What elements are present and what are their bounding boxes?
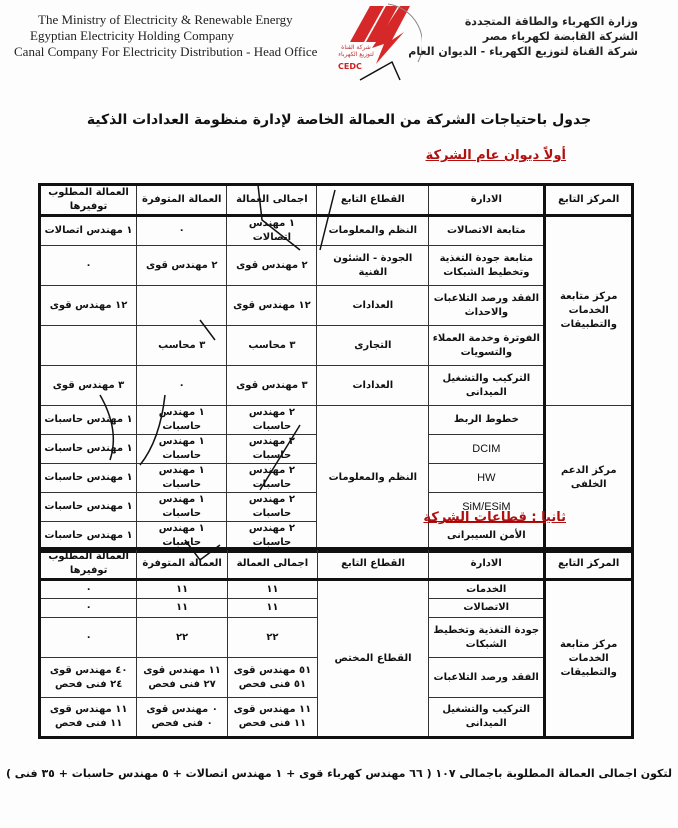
total-cell: ١٢ مهندس قوى <box>227 286 317 326</box>
dept-cell: HW <box>429 464 545 493</box>
col-header-total: اجمالى العمالة <box>227 185 317 216</box>
available-cell: ٠ <box>137 216 227 246</box>
total-cell: ١١ <box>227 580 317 599</box>
available-cell: ١١ <box>137 580 228 599</box>
col-header-sector: القطاع التابع <box>317 185 429 216</box>
available-cell: ٠ مهندس قوى ٠ فنى فحص <box>137 698 228 738</box>
available-cell: ٠ <box>137 366 227 406</box>
dept-cell: التركيب والتشغيل الميدانى <box>429 366 545 406</box>
col-header-dept: الادارة <box>429 549 545 580</box>
required-cell: ١ مهندس حاسبات <box>40 464 137 493</box>
required-cell: ٠ <box>40 599 137 618</box>
total-cell: ١ مهندس اتصالات <box>227 216 317 246</box>
dept-cell: خطوط الربط <box>429 406 545 435</box>
required-cell: ٤٠ مهندس قوى ٢٤ فنى فحص <box>40 658 137 698</box>
required-cell: ١ مهندس حاسبات <box>40 522 137 552</box>
col-header-available: العمالة المتوفرة <box>137 549 228 580</box>
total-cell: ٢ مهندس حاسبات <box>227 522 317 552</box>
sector-cell: التجارى <box>317 326 429 366</box>
col-header-dept: الادارة <box>429 185 545 216</box>
required-cell: ٣ مهندس قوى <box>40 366 137 406</box>
dept-cell: جودة التغذية وتخطيط الشبكات <box>429 618 545 658</box>
total-cell: ٢ مهندس حاسبات <box>227 406 317 435</box>
logo-scribble <box>360 62 400 80</box>
available-cell: ١١ مهندس قوى ٢٧ فنى فحص <box>137 658 228 698</box>
sector-cell: الجودة - الشئون الفنية <box>317 246 429 286</box>
required-cell: ٠ <box>40 618 137 658</box>
total-cell: ٣ محاسب <box>227 326 317 366</box>
available-cell <box>137 286 227 326</box>
available-cell: ١ مهندس حاسبات <box>137 406 227 435</box>
required-cell: ١١ مهندس قوى ١١ فنى فحص <box>40 698 137 738</box>
col-header-sector: القطاع التابع <box>318 549 429 580</box>
totals-summary: لتكون اجمالى العمالة المطلوبة باجمالى ١٠٧ ( ٦٦ مهندس كهرباء قوى + ١ مهندس اتصالات + ٥ مهندس حاسبات + ٣٥ فنى ) <box>5 767 673 780</box>
sector-cell: القطاع المختص <box>318 580 429 738</box>
dept-cell: الفقد ورصد التلاعبات <box>429 658 545 698</box>
available-cell: ١ مهندس حاسبات <box>137 464 227 493</box>
total-cell: ١١ مهندس قوى ١١ فنى فحص <box>227 698 317 738</box>
table-row <box>40 406 633 435</box>
available-cell: ٢٢ <box>137 618 228 658</box>
section2-heading: ثانيا : قطاعات الشركة <box>423 510 566 525</box>
holding-company-ar: الشركة القابضة لكهرباء مصر <box>482 30 638 43</box>
available-cell: ٣ محاسب <box>137 326 227 366</box>
col-header-required: العمالة المطلوب توفيرها <box>40 549 137 580</box>
sector-cell: العدادات <box>317 286 429 326</box>
dept-cell: SiM/ESiM <box>429 493 545 522</box>
ministry-name-en: The Ministry of Electricity & Renewable Energy <box>38 12 293 27</box>
table-row <box>40 286 633 326</box>
dept-cell: الأمن السيبرانى <box>429 522 545 552</box>
total-cell: ٢٢ <box>227 618 317 658</box>
available-cell: ٢ مهندس قوى <box>137 246 227 286</box>
company-sectors-table <box>38 547 634 739</box>
sector-cell: النظم والمعلومات <box>317 406 429 552</box>
total-cell: ٢ مهندس حاسبات <box>227 493 317 522</box>
head-office-table <box>38 183 634 553</box>
table-row <box>40 326 633 366</box>
logo-abbreviation: CEDC <box>338 62 362 71</box>
total-cell: ٥١ مهندس قوى ٥١ فنى فحص <box>227 658 317 698</box>
available-cell: ١١ <box>137 599 228 618</box>
required-cell: ١٢ مهندس قوى <box>40 286 137 326</box>
dept-cell: الفوترة وخدمة العملاء والتسويات <box>429 326 545 366</box>
english-letterhead <box>14 12 317 60</box>
document-title: جدول باحتياجات الشركة من العمالة الخاصة لإدارة منظومة العدادات الذكية <box>86 112 592 128</box>
required-cell: ١ مهندس حاسبات <box>40 406 137 435</box>
table-header-row <box>40 185 633 216</box>
company-name-ar: شركة القناة لتوزيع الكهرباء - الديوان العام <box>408 45 638 58</box>
table-row <box>40 216 633 246</box>
section1-heading: أولاً ديوان عام الشركة <box>425 148 566 163</box>
total-cell: ٢ مهندس قوى <box>227 246 317 286</box>
col-header-required: العمالة المطلوب توفيرها <box>40 185 137 216</box>
dept-cell: التركيب والتشغيل الميدانى <box>429 698 545 738</box>
col-header-center: المركز التابع <box>545 185 633 216</box>
ministry-name-ar: وزارة الكهرباء والطاقة المتجددة <box>464 15 638 28</box>
required-cell: ١ مهندس حاسبات <box>40 435 137 464</box>
center-cell: مركز الدعم الخلفى <box>545 406 633 552</box>
table-header-row <box>40 549 633 580</box>
total-cell: ١١ <box>227 599 317 618</box>
total-cell: ٣ مهندس قوى <box>227 366 317 406</box>
available-cell: ١ مهندس حاسبات <box>137 435 227 464</box>
available-cell: ١ مهندس حاسبات <box>137 522 227 552</box>
dept-cell: DCIM <box>429 435 545 464</box>
sector-cell: العدادات <box>317 366 429 406</box>
col-header-available: العمالة المتوفرة <box>137 185 227 216</box>
required-cell <box>40 326 137 366</box>
table-row <box>40 580 633 599</box>
logo-company-text: شركة القناة لتوزيع الكهرباء <box>338 44 374 58</box>
available-cell: ١ مهندس حاسبات <box>137 493 227 522</box>
table-row <box>40 366 633 406</box>
col-header-total: اجمالى العمالة <box>227 549 317 580</box>
required-cell: ١ مهندس اتصالات <box>40 216 137 246</box>
center-cell: مركز متابعة الخدمات والتطبيقات <box>545 216 633 406</box>
arabic-letterhead <box>408 14 638 59</box>
dept-cell: الخدمات <box>429 580 545 599</box>
required-cell: ١ مهندس حاسبات <box>40 493 137 522</box>
dept-cell: الاتصالات <box>429 599 545 618</box>
dept-cell: متابعة الاتصالات <box>429 216 545 246</box>
dept-cell: الفقد ورصد التلاعبات والاحداث <box>429 286 545 326</box>
col-header-center: المركز التابع <box>545 549 633 580</box>
required-cell: ٠ <box>40 580 137 599</box>
table-row <box>40 246 633 286</box>
center-cell: مركز متابعة الخدمات والتطبيقات <box>545 580 633 738</box>
total-cell: ٢ مهندس حاسبات <box>227 464 317 493</box>
holding-company-en: Egyptian Electricity Holding Company <box>30 28 234 43</box>
sector-cell: النظم والمعلومات <box>317 216 429 246</box>
dept-cell: متابعة جودة التغذية وتخطيط الشبكات <box>429 246 545 286</box>
company-name-en: Canal Company For Electricity Distribution - Head Office <box>14 44 318 59</box>
total-cell: ٢ مهندس حاسبات <box>227 435 317 464</box>
required-cell: ٠ <box>40 246 137 286</box>
